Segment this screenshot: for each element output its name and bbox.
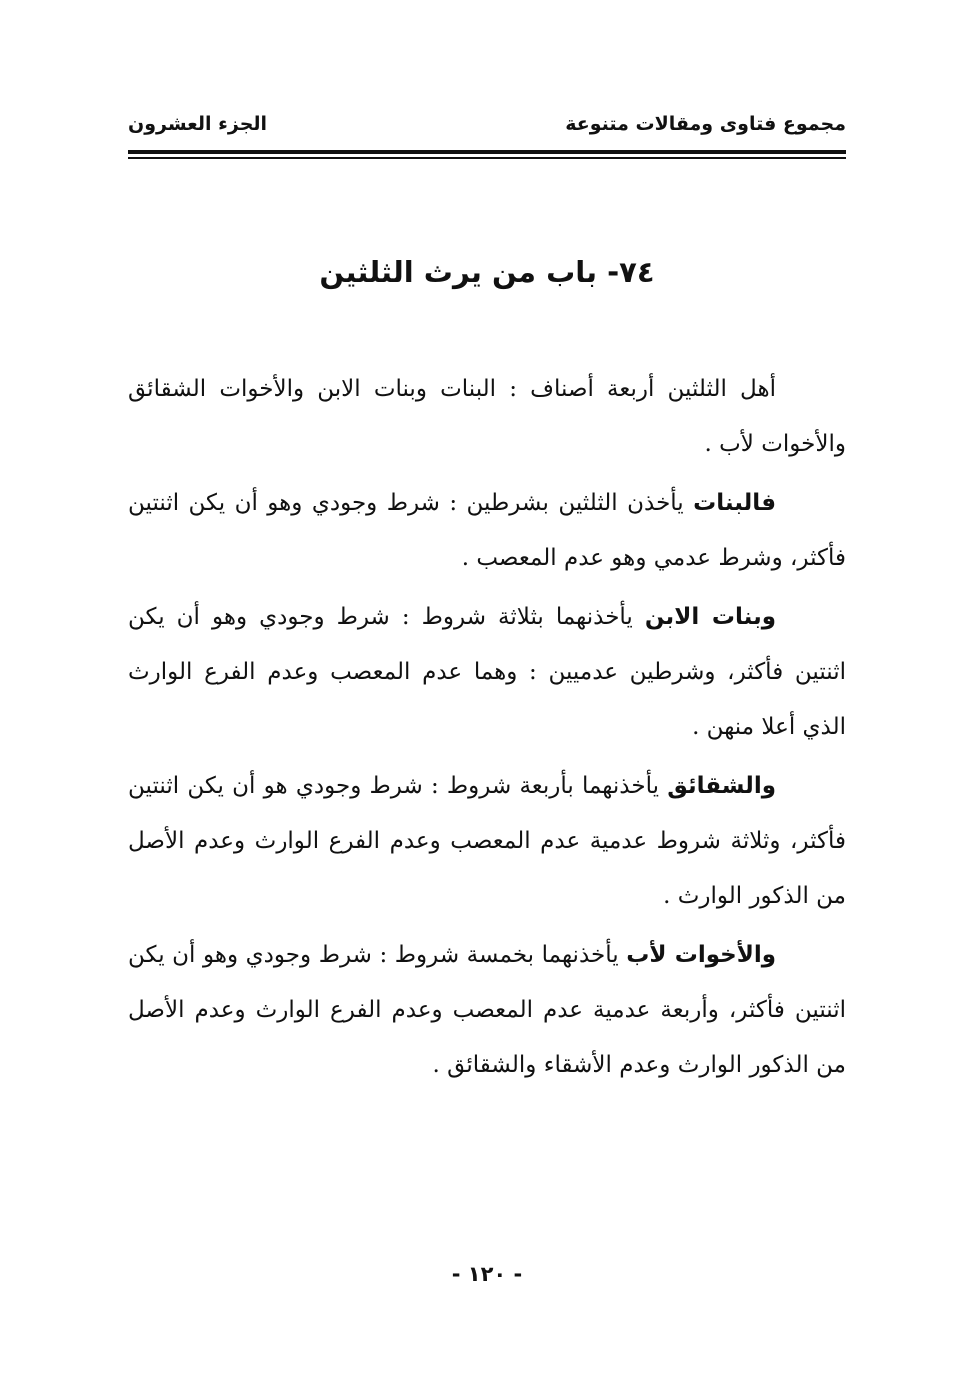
paragraph-text: يأخذنهما بخمسة شروط : شرط وجودي وهو أن يكن اثنتين فأكثر، وأربعة عدمية عدم المعصب وعدم الفرع الوارث وعدم الأصل من الذكور الوارث وعدم الأشقاء والشقائق .	[128, 942, 846, 1078]
paragraph-text: يأخذن الثلثين بشرطين : شرط وجودي وهو أن يكن اثنتين فأكثر، وشرط عدمي وهو عدم المعصب .	[128, 490, 846, 571]
body-text	[128, 362, 846, 1097]
chapter-title: ٧٤- باب من يرث الثلثين	[319, 255, 655, 289]
paragraph-intro	[128, 362, 846, 472]
header-rule-thin	[128, 157, 846, 159]
paragraph-daughters	[128, 476, 846, 586]
paragraph-lead: والشقائق	[667, 773, 776, 799]
paragraph-text: يأخذنهما بثلاثة شروط : شرط وجودي وهو أن يكن اثنتين فأكثر، وشرطين عدميين : وهما عدم المعصب وعدم الفرع الوارث الذي أعلا منهن .	[128, 604, 846, 740]
running-header	[128, 104, 846, 144]
book-title: مجموع فتاوى ومقالات متنوعة	[565, 113, 846, 135]
volume-label: الجزء العشرون	[128, 113, 268, 135]
paragraph-paternal-sisters	[128, 928, 846, 1093]
paragraph-sons-daughters	[128, 590, 846, 755]
paragraph-lead: فالبنات	[693, 490, 776, 516]
header-rule-thick	[128, 150, 846, 154]
paragraph-text: يأخذنهما بأربعة شروط : شرط وجودي هو أن يكن اثنتين فأكثر، وثلاثة شروط عدمية عدم المعصب وعدم الفرع الوارث وعدم الأصل من الذكور الوارث .	[128, 773, 846, 909]
paragraph-lead: وبنات الابن	[644, 604, 776, 630]
page-number: - ١٢٠ -	[451, 1262, 523, 1286]
paragraph-lead: والأخوات لأب	[626, 942, 777, 968]
paragraph-text: أهل الثلثين أربعة أصناف : البنات وبنات الابن والأخوات الشقائق والأخوات لأب .	[128, 376, 846, 457]
paragraph-full-sisters	[128, 759, 846, 924]
